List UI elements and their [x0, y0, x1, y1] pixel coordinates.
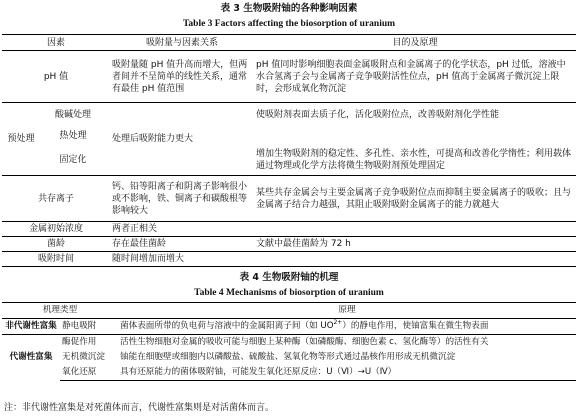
charge-superscript: 2+ — [333, 319, 343, 327]
group-cell: 代谢性富集 — [2, 335, 60, 381]
sub-factor — [38, 103, 108, 175]
principle-cell — [254, 222, 576, 237]
sub-type-cell: 氧化还原 — [60, 365, 118, 381]
table4-caption-en: Table 4 Mechanisms of biosorption of uranium — [194, 288, 384, 298]
table4-header-row — [2, 303, 576, 319]
factor-cell: 预处理 — [7, 134, 35, 144]
factor-cell: 共存离子 — [2, 176, 110, 222]
sub-factor-label: 热处理 — [59, 131, 87, 141]
principle-cell — [118, 319, 576, 335]
group-cell: 非代谢性富集 — [5, 321, 57, 331]
factor-cell: 金属初始浓度 — [2, 222, 110, 237]
principle-cell: 某些共存金属会与主要金属离子竞争吸附位点而抑制主要金属离子的吸收；且与金属离子结合力越强，其阻止吸附吸附金属离子的能力就越大 — [254, 176, 576, 222]
sub-type-cell: 无机微沉淀 — [62, 352, 105, 362]
relation-cell: 处理后吸附能力更大 — [110, 103, 254, 176]
factor-cell: 菌龄 — [2, 237, 110, 252]
table-row — [2, 51, 576, 103]
relation-cell: 钙、铅等阳离子和阴离子影响很小或不影响，铁、铜离子和碳酸根等影响较大 — [110, 176, 254, 222]
header-principle: 目的及原理 — [254, 35, 576, 51]
table-row — [2, 222, 576, 237]
table-row — [2, 252, 576, 267]
table-row — [2, 176, 576, 222]
table-row — [2, 335, 576, 351]
spacer-cell — [254, 127, 576, 145]
sub-factor-label: 固定化 — [59, 155, 87, 165]
principle-cell: 活性生物细胞对金属的吸收可能与细胞上某种酶（如磷酸酶、细胞色素 c、氢化酶等）的活性有关 — [118, 335, 576, 351]
principle-cell: 具有还原能力的菌体吸附铀，可能发生氧化还原反应：U（Ⅵ）→U（Ⅳ） — [118, 365, 576, 381]
principle-text: ）的静电作用，使铀富集在微生物表面 — [342, 321, 489, 331]
table4 — [2, 302, 576, 381]
header-factor: 因素 — [2, 35, 110, 51]
table3-header-row — [2, 35, 576, 51]
principle-cell: 铀能在细胞壁或细胞内以磷酸盐、硫酸盐、氢氧化物等形式通过晶核作用形成无机微沉淀 — [120, 352, 456, 362]
principle-text: 菌体表面所带的负电荷与溶液中的金属阳离子间（如 UO — [120, 321, 334, 331]
pretreatment-group-cell — [2, 103, 110, 176]
relation-cell: 两者正相关 — [110, 222, 254, 237]
table3-caption-en: Table 3 Factors affecting the biosorption of uranium — [182, 19, 396, 29]
principle-cell — [254, 252, 576, 267]
table-row — [2, 350, 576, 365]
relation-cell: 存在最佳菌龄 — [110, 237, 254, 252]
table-row — [2, 237, 576, 252]
table4-caption-zh: 表 4 生物吸附铀的机理 — [239, 272, 339, 283]
table3-caption-zh: 表 3 生物吸附铀的各种影响因素 — [220, 3, 358, 14]
principle-cell: pH 值同时影响细胞表面金属吸附点和金属离子的化学状态，pH 过低，溶液中水合氢离子会与金属离子竞争吸附活性位点，pH 值高于金属离子微沉淀上限时，会形成氧化物沉淀 — [256, 59, 566, 94]
principle-cell: 使吸附剂表面去质子化，活化吸附位点，改善吸附剂化学性能 — [254, 103, 576, 127]
header-relation: 吸附量与因素关系 — [110, 35, 254, 51]
table-row — [2, 103, 576, 127]
relation-cell: 吸附量随 pH 值升高而增大，但两者间并不呈简单的线性关系，通常有最佳 pH 值范围 — [112, 59, 248, 94]
table-row — [2, 319, 576, 335]
header-mechanism-type: 机理类型 — [2, 303, 118, 319]
factor-cell: pH 值 — [43, 71, 69, 82]
header-principle: 原理 — [118, 303, 576, 319]
table4-note: 注：非代谢性富集是对死菌体而言，代谢性富集则是对活菌体而言。 — [4, 403, 275, 413]
sub-type-cell: 酶促作用 — [60, 335, 118, 351]
sub-type-cell: 静电吸附 — [62, 321, 97, 331]
principle-cell: 文献中最佳菌龄为 72 h — [254, 237, 576, 252]
factor-cell: 吸附时间 — [2, 252, 110, 267]
table-row — [2, 365, 576, 381]
principle-cell: 增加生物吸附剂的稳定性、多孔性、亲水性，可提高和改善化学惰性；利用载体通过物理或化学方法将微生物吸附剂预处理固定 — [256, 149, 572, 172]
relation-cell: 随时间增加而增大 — [110, 252, 254, 267]
sub-factor-label: 酸碱处理 — [54, 110, 91, 120]
table3 — [2, 34, 576, 267]
